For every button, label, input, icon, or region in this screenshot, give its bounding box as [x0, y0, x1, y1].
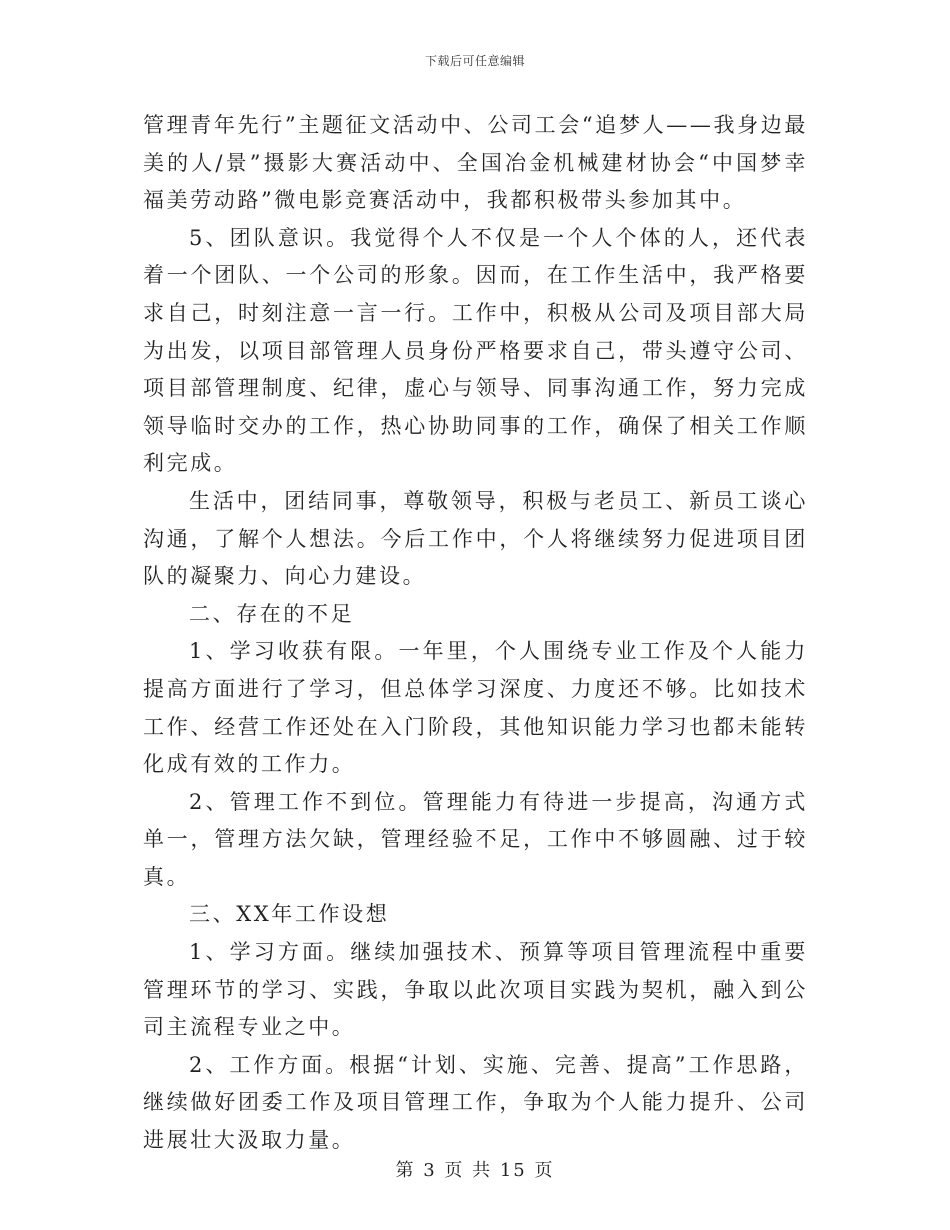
paragraph-learning-limited: 1、学习收获有限。一年里，个人围绕专业工作及个人能力提高方面进行了学习，但总体学习深度、力度还不够。比如技术工作、经营工作还处在入门阶段，其他知识能力学习也都未能转化成有效的工作力。: [143, 639, 808, 777]
page-footer: 第 3 页 共 15 页: [395, 1160, 555, 1181]
paragraph-work-plan: 2、工作方面。根据“计划、实施、完善、提高”工作思路，继续做好团委工作及项目管理工作，争取为个人能力提升、公司进展壮大汲取力量。: [143, 1052, 808, 1153]
paragraph-life: 生活中，团结同事，尊敬领导，积极与老员工、新员工谈心沟通，了解个人想法。今后工作中，个人将继续努力促进项目团队的凝聚力、向心力建设。: [143, 488, 808, 589]
section-heading-plan: 三、XX年工作设想: [189, 902, 390, 927]
paragraph-team-awareness: 5、团队意识。我觉得个人不仅是一个人个体的人，还代表着一个团队、一个公司的形象。因而，在工作生活中，我严格要求自己，时刻注意一言一行。工作中，积极从公司及项目部大局为出发，以项目部管理人员身份严格要求自己，带头遵守公司、项目部管理制度、纪律，虚心与领导、同事沟通工作，努力完成领导临时交办的工作，热心协助同事的工作，确保了相关工作顺利完成。: [143, 225, 808, 476]
document-body: [143, 107, 808, 1160]
paragraph-learning-plan: 1、学习方面。继续加强技术、预算等项目管理流程中重要管理环节的学习、实践，争取以此次项目实践为契机，融入到公司主流程专业之中。: [143, 940, 808, 1040]
page-header: 下载后可任意编辑: [424, 54, 525, 68]
paragraph-management: 2、管理工作不到位。管理能力有待进一步提高，沟通方式单一，管理方法欠缺，管理经验不足，工作中不够圆融、过于较真。: [143, 789, 808, 889]
paragraph-continuation: 管理青年先行”主题征文活动中、公司工会“追梦人——我身边最美的人/景”摄影大赛活动中、全国冶金机械建材协会“中国梦幸福美劳动路”微电影竞赛活动中，我都积极带头参加其中。: [143, 113, 808, 213]
section-heading-shortcomings: 二、存在的不足: [189, 601, 355, 626]
